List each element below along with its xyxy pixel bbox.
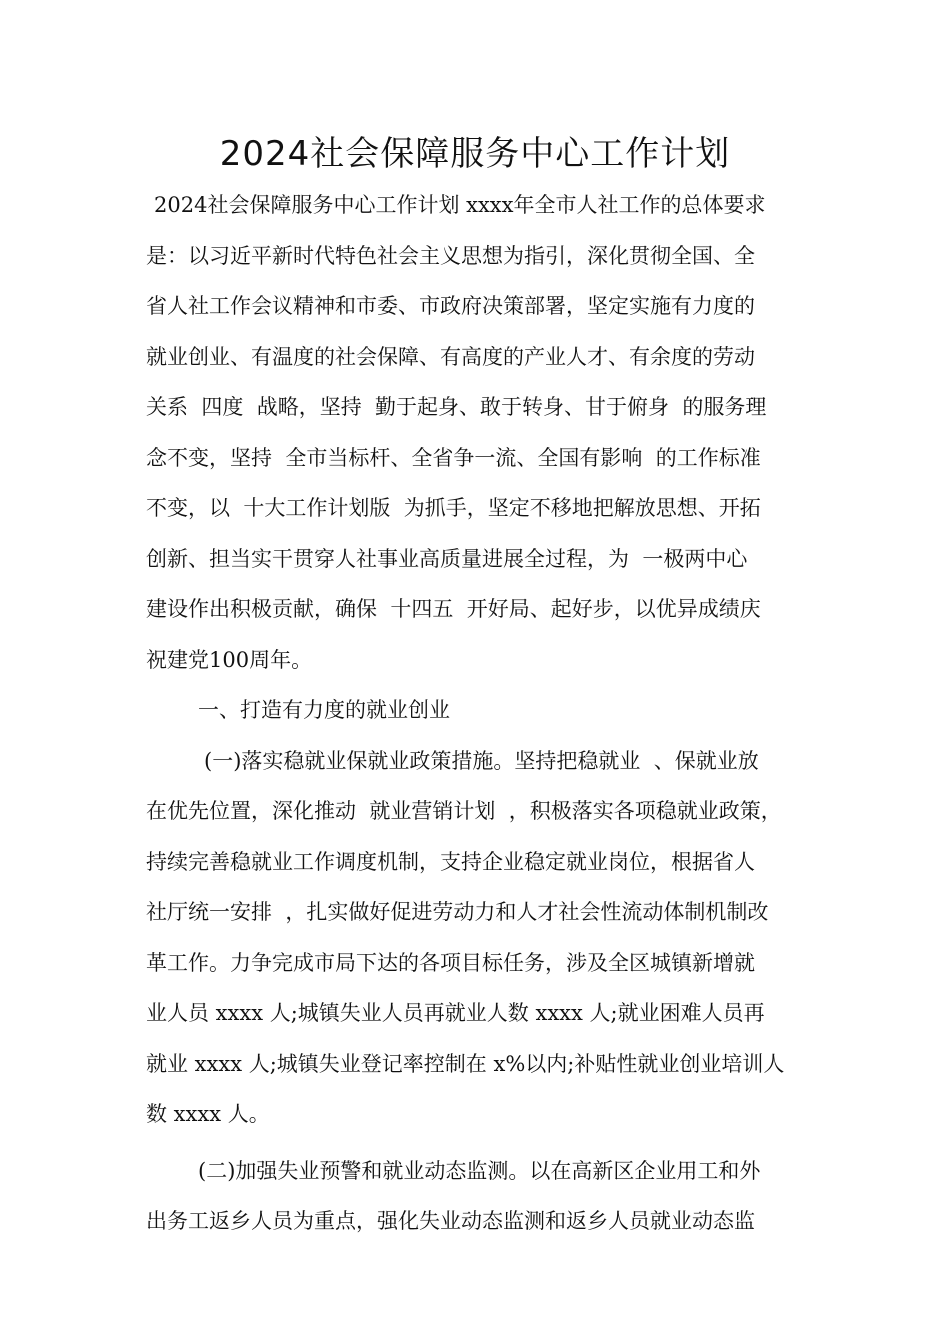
text-line: 在优先位置，深化推动 就业营销计划 ，积极落实各项稳就业政策， bbox=[146, 799, 782, 823]
text-line: 2024社会保障服务中心工作计划 xxxx年全市人社工作的总体要求 bbox=[154, 193, 766, 217]
document-title: 2024社会保障服务中心工作计划 bbox=[219, 134, 731, 174]
text-line: 数 xxxx 人。 bbox=[146, 1102, 270, 1126]
text-line: 建设作出积极贡献，确保 十四五 开好局、起好步，以优异成绩庆 bbox=[146, 597, 761, 621]
subsection-heading: (二)加强失业预警和就业动态监测。以在高新区企业用工和外 bbox=[198, 1158, 761, 1183]
text-line: 革工作。力争完成市局下达的各项目标任务，涉及全区城镇新增就 bbox=[146, 950, 755, 975]
text-line: 持续完善稳就业工作调度机制，支持企业稳定就业岗位，根据省人 bbox=[146, 849, 755, 874]
text-line: 念不变，坚持 全市当标杆、全省争一流、全国有影响 的工作标准 bbox=[146, 445, 761, 470]
text-line: 关系 四度 战略，坚持 勤于起身、敢于转身、甘于俯身 的服务理 bbox=[146, 395, 767, 419]
text-line: 是：以习近平新时代特色社会主义思想为指引，深化贯彻全国、全 bbox=[146, 243, 755, 268]
section-heading: 一、打造有力度的就业创业 bbox=[198, 698, 450, 722]
text-line: 不变，以 十大工作计划版 为抓手，坚定不移地把解放思想、开拓 bbox=[146, 496, 761, 520]
text-line: 就业创业、有温度的社会保障、有高度的产业人才、有余度的劳动 bbox=[146, 344, 755, 369]
subsection-heading: (一)落实稳就业保就业政策措施。坚持把稳就业 、保就业放 bbox=[204, 748, 759, 773]
text-line: 社厅统一安排 ，扎实做好促进劳动力和人才社会性流动体制机制改 bbox=[146, 900, 769, 924]
text-line: 祝建党100周年。 bbox=[146, 647, 313, 672]
text-line: 创新、担当实干贯穿人社事业高质量进展全过程，为 一极两中心 bbox=[146, 546, 748, 571]
text-line: 省人社工作会议精神和市委、市政府决策部署，坚定实施有力度的 bbox=[146, 294, 755, 318]
text-line: 出务工返乡人员为重点，强化失业动态监测和返乡人员就业动态监 bbox=[146, 1209, 755, 1233]
document-body bbox=[146, 180, 806, 1247]
text-line: 就业 xxxx 人;城镇失业登记率控制在 x%以内;补贴性就业创业培训人 bbox=[146, 1051, 785, 1076]
text-line: 业人员 xxxx 人;城镇失业人员再就业人数 xxxx 人;就业困难人员再 bbox=[146, 1001, 765, 1025]
